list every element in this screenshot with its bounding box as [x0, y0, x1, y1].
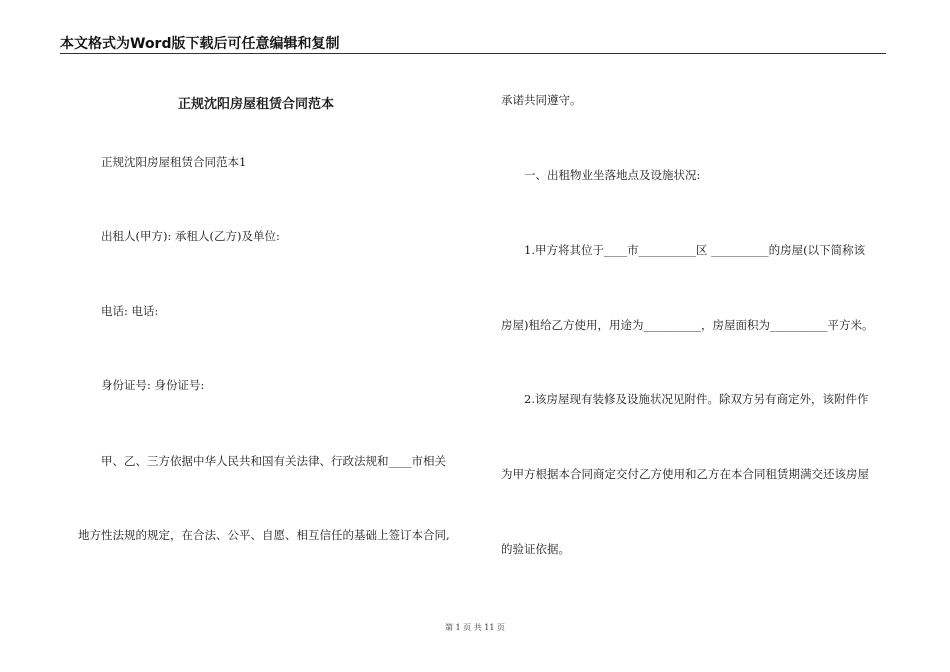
- right-paragraph: 一、出租物业坐落地点及设施状况:: [524, 168, 701, 182]
- right-paragraph: 2.该房屋现有装修及设施状况见附件。除双方另有商定外，该附件作: [524, 392, 869, 406]
- document-title: 正规沈阳房屋租赁合同范本: [178, 97, 335, 112]
- right-paragraph: 1.甲方将其位于____市__________区 __________的房屋(以下简称该: [524, 243, 866, 257]
- left-paragraph: 出租人(甲方): 承租人(乙方)及单位:: [101, 229, 280, 243]
- page-number-footer: 第 1 页 共 11 页: [445, 623, 505, 632]
- left-paragraph: 电话: 电话:: [101, 304, 159, 318]
- right-paragraph: 房屋)租给乙方使用，用途为__________，房屋面积为__________平方米。: [501, 318, 874, 332]
- left-paragraph: 地方性法规的规定，在合法、公平、自愿、相互信任的基础上签订本合同,: [78, 528, 450, 542]
- left-paragraph: 身份证号: 身份证号:: [101, 378, 205, 392]
- left-paragraph: 甲、乙、三方依据中华人民共和国有关法律、行政法规和____市相关: [101, 454, 446, 468]
- right-paragraph: 的验证依据。: [501, 542, 570, 556]
- right-paragraph: 承诺共同遵守。: [501, 93, 582, 107]
- left-paragraph: 正规沈阳房屋租赁合同范本1: [101, 155, 247, 169]
- header-divider: [60, 53, 886, 54]
- page-header-text: 本文格式为Word版下载后可任意编辑和复制: [60, 36, 340, 52]
- right-paragraph: 为甲方根据本合同商定交付乙方使用和乙方在本合同租赁期满交还该房屋: [501, 467, 869, 481]
